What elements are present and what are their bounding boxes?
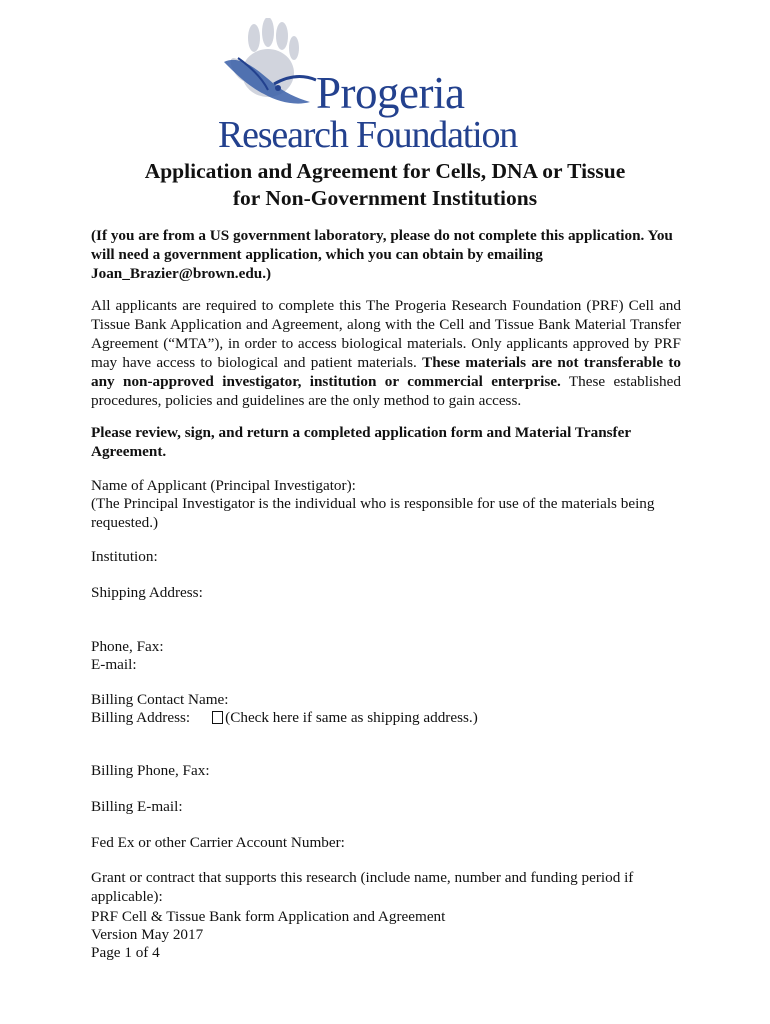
document-title-line1: Application and Agreement for Cells, DNA or Tissue [144, 159, 626, 183]
billing-address-label: Billing Address: [91, 709, 191, 726]
prf-logo [218, 18, 518, 156]
carrier-account-label: Fed Ex or other Carrier Account Number: [91, 834, 345, 851]
logo-wordmark-research-foundation: Research Foundation [218, 114, 518, 156]
footer-page-number: Page 1 of 4 [91, 944, 160, 961]
handprint-bird-icon [218, 18, 328, 118]
logo-wordmark-progeria: Progeria [316, 68, 465, 118]
intro-text-bold: These materials are not transferable to any non-approved investigator, institution or commercial enterprise. [91, 354, 681, 390]
intro-text-part2: These established procedures, policies and guidelines are the only method to gain access. [91, 373, 681, 409]
billing-address-row [91, 708, 478, 727]
shipping-address-label: Shipping Address: [91, 584, 203, 601]
document-title-line2: for Non-Government Institutions [232, 186, 538, 210]
instruction-text: Please review, sign, and return a completed application form and Material Transfer Agreement. [91, 424, 631, 460]
email-label: E-mail: [91, 656, 137, 673]
billing-contact-label: Billing Contact Name: [91, 691, 229, 708]
footer-form-name: PRF Cell & Tissue Bank form Application and Agreement [91, 908, 446, 925]
institution-label: Institution: [91, 548, 158, 565]
intro-paragraph [91, 296, 681, 410]
billing-phone-label: Billing Phone, Fax: [91, 762, 210, 779]
government-notice: (If you are from a US government laboratory, please do not complete this application. You will need a government application, which you can obtain by emailing Joan_Brazier@brown.edu.) [91, 227, 673, 282]
grant-label: Grant or contract that supports this research (include name, number and funding period if applicable): [91, 869, 634, 905]
phone-fax-label: Phone, Fax: [91, 638, 164, 655]
applicant-note: (The Principal Investigator is the individual who is responsible for use of the materials being requested.) [91, 495, 655, 531]
same-as-shipping-label: (Check here if same as shipping address.) [225, 709, 478, 726]
billing-email-label: Billing E-mail: [91, 798, 183, 815]
intro-text-part1: All applicants are required to complete this The Progeria Research Foundation (PRF) Cell and Tissue Bank Application and Agreement, along with the Cell and Tissue Bank Material Transfer Agreement (“MTA”), in order to access biological materials. Only applicants approved by PRF may have access to biological and patient materials. [91, 297, 681, 371]
footer-version: Version May 2017 [91, 926, 204, 943]
applicant-name-label: Name of Applicant (Principal Investigator): [91, 477, 356, 494]
same-as-shipping-checkbox[interactable] [212, 711, 223, 724]
